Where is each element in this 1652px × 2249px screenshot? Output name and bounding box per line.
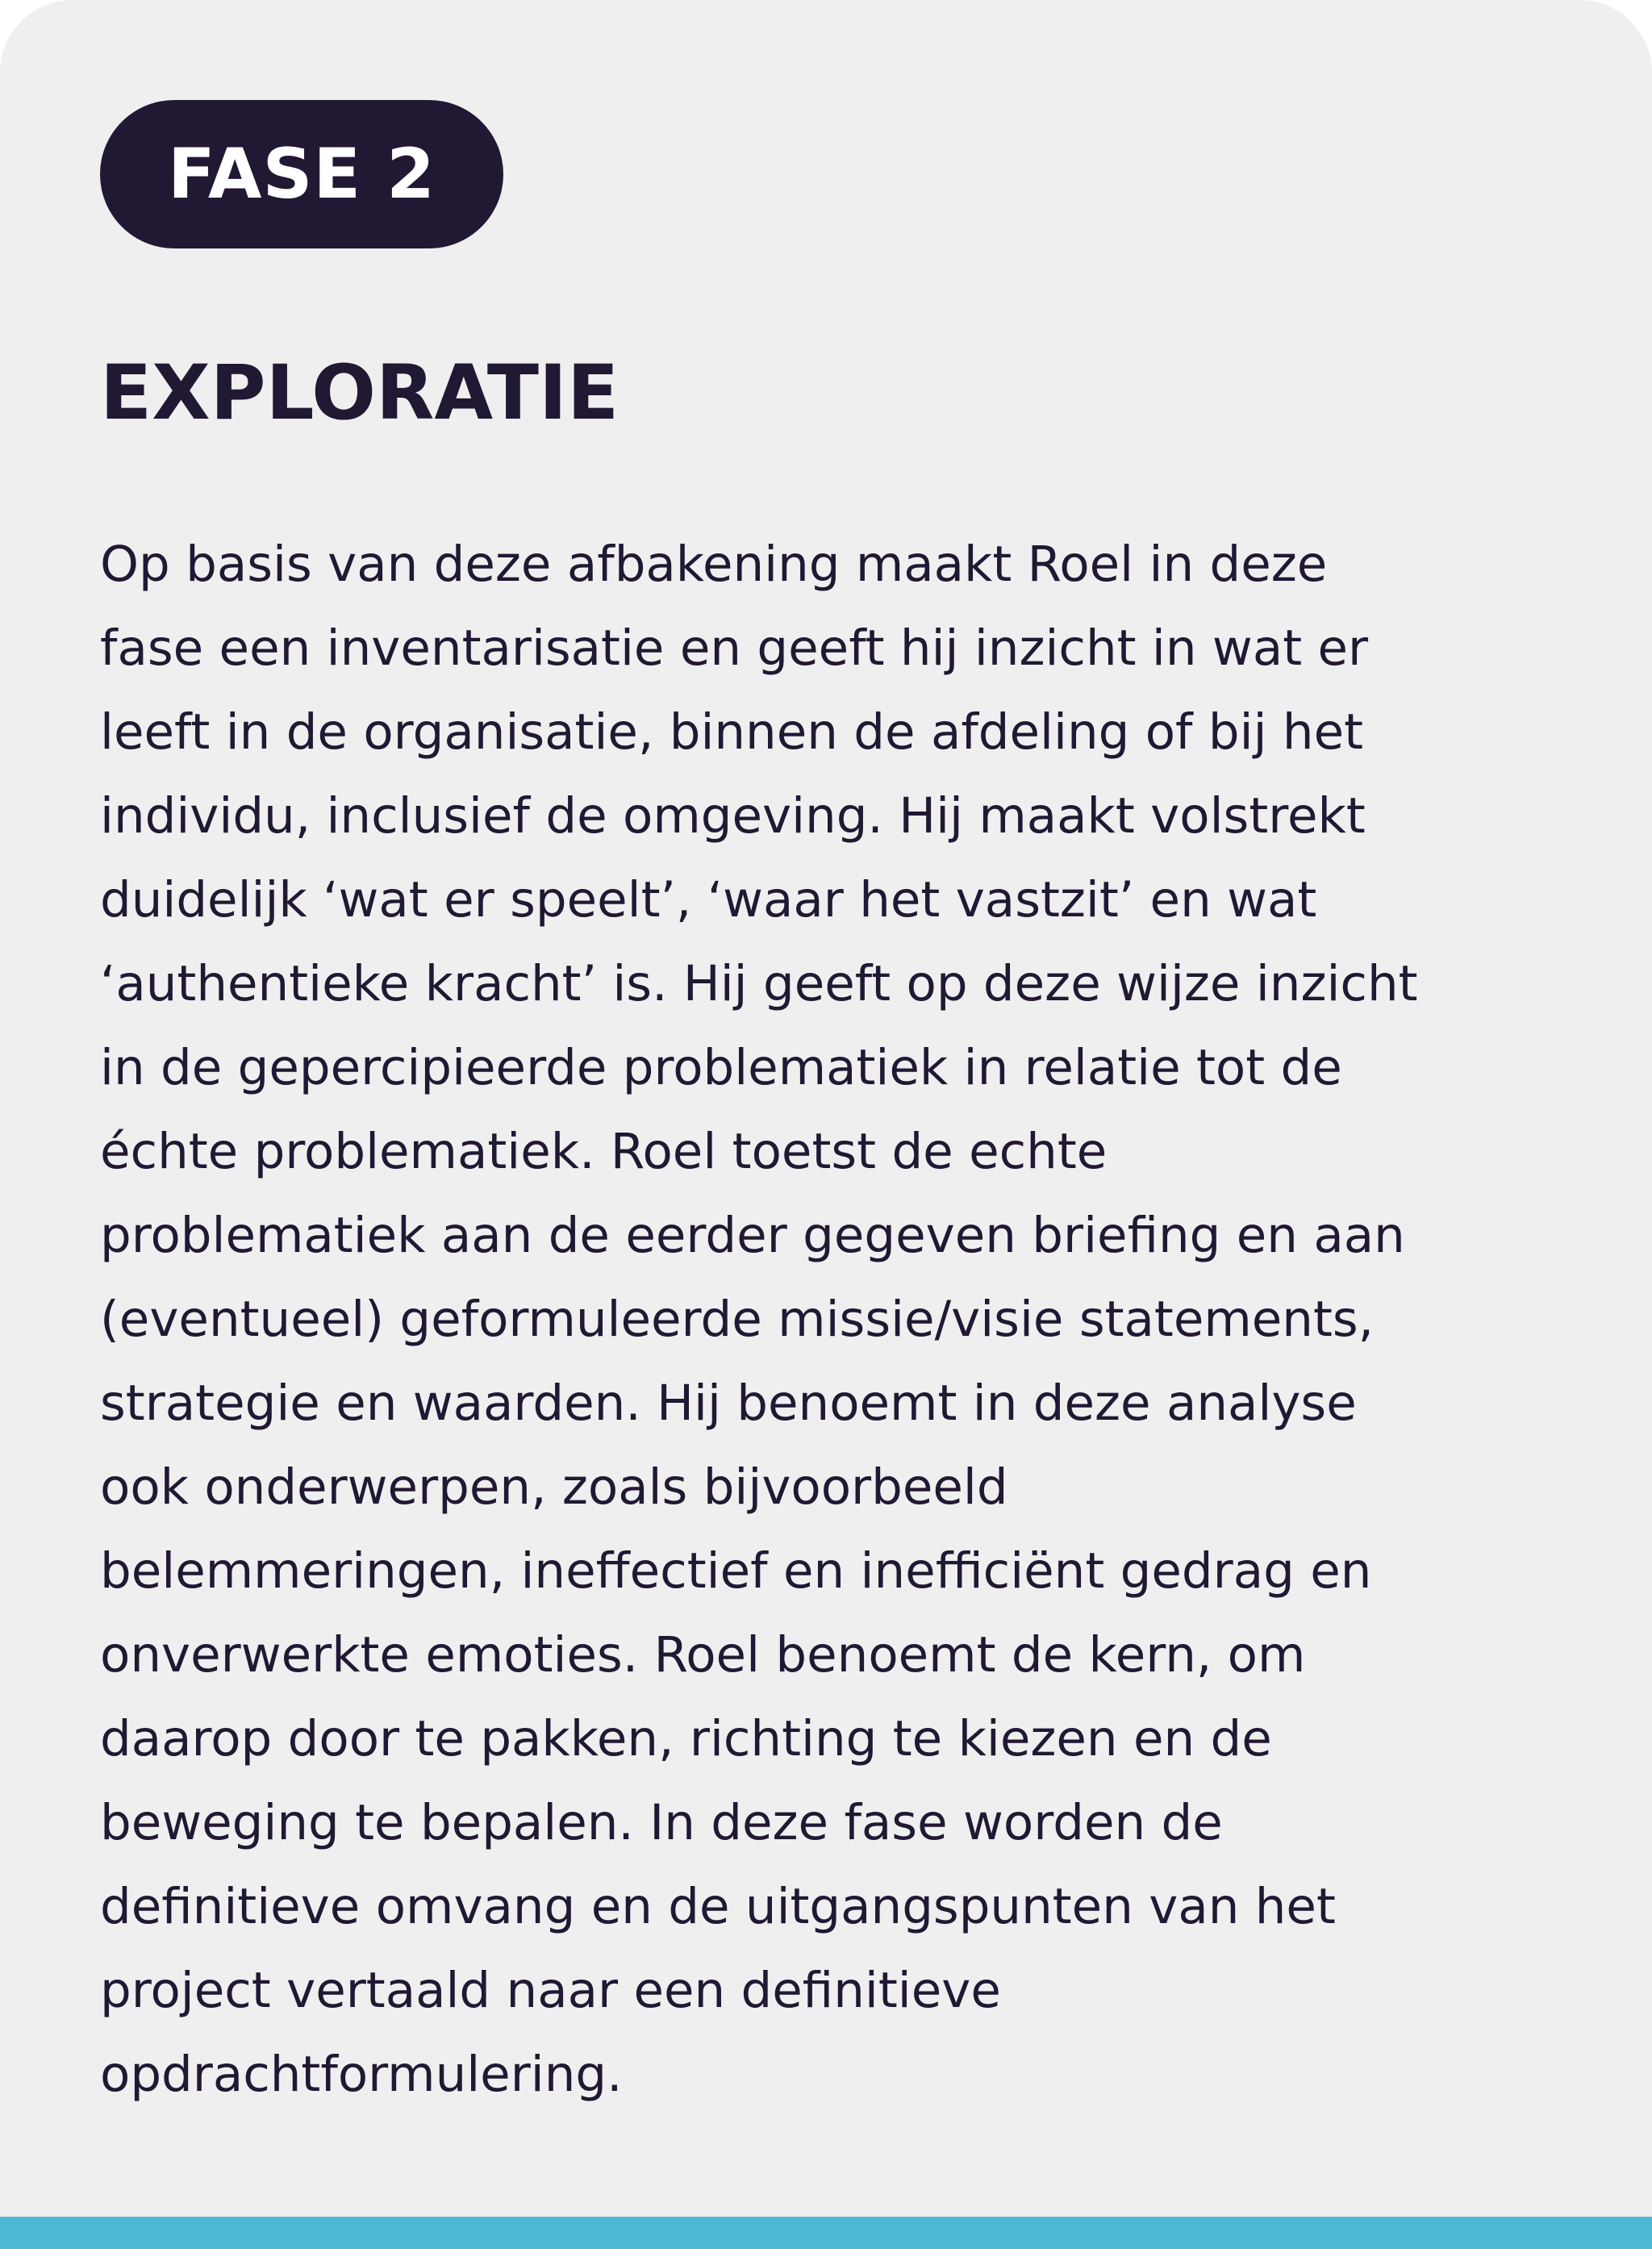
body-line: onverwerkte emoties. Roel benoemt de kern, om (100, 1626, 1306, 1684)
body-line: échte problematiek. Roel toetst de echte (100, 1123, 1108, 1180)
body-line: ‘authentieke kracht’ is. Hij geeft op deze wijze inzicht (100, 955, 1418, 1012)
body-line: definitieve omvang en de uitgangspunten van het (100, 1878, 1336, 1935)
body-line: strategie en waarden. Hij benoemt in deze analyse (100, 1375, 1357, 1432)
body-line: problematiek aan de eerder gegeven briefing en aan (100, 1207, 1405, 1264)
body-line: opdrachtformulering. (100, 2046, 623, 2103)
body-line: project vertaald naar een definitieve (100, 1962, 1001, 2019)
body-line: belemmeringen, ineffectief en inefficiënt gedrag en (100, 1542, 1372, 1600)
body-line: leeft in de organisatie, binnen de afdeling of bij het (100, 703, 1364, 761)
body-line: duidelijk ‘wat er speelt’, ‘waar het vastzit’ en wat (100, 871, 1317, 928)
body-line: Op basis van deze afbakening maakt Roel in deze (100, 536, 1328, 593)
body-line: (eventueel) geformuleerde missie/visie statements, (100, 1291, 1375, 1348)
body-line: daarop door te pakken, richting te kiezen en de (100, 1710, 1272, 1767)
body-line: individu, inclusief de omgeving. Hij maakt volstrekt (100, 787, 1366, 845)
body-line: ook onderwerpen, zoals bijvoorbeeld (100, 1458, 1008, 1516)
accent-bar (0, 2217, 1652, 2249)
body-line: in de gepercipieerde problematiek in relatie tot de (100, 1039, 1342, 1096)
body-line: beweging te bepalen. In deze fase worden de (100, 1794, 1223, 1851)
phase-badge: FASE 2 (100, 100, 503, 248)
body-text (100, 523, 1552, 2117)
body-line: fase een inventarisatie en geeft hij inzicht in wat er (100, 620, 1369, 677)
section-title: EXPLORATIE (100, 349, 620, 437)
